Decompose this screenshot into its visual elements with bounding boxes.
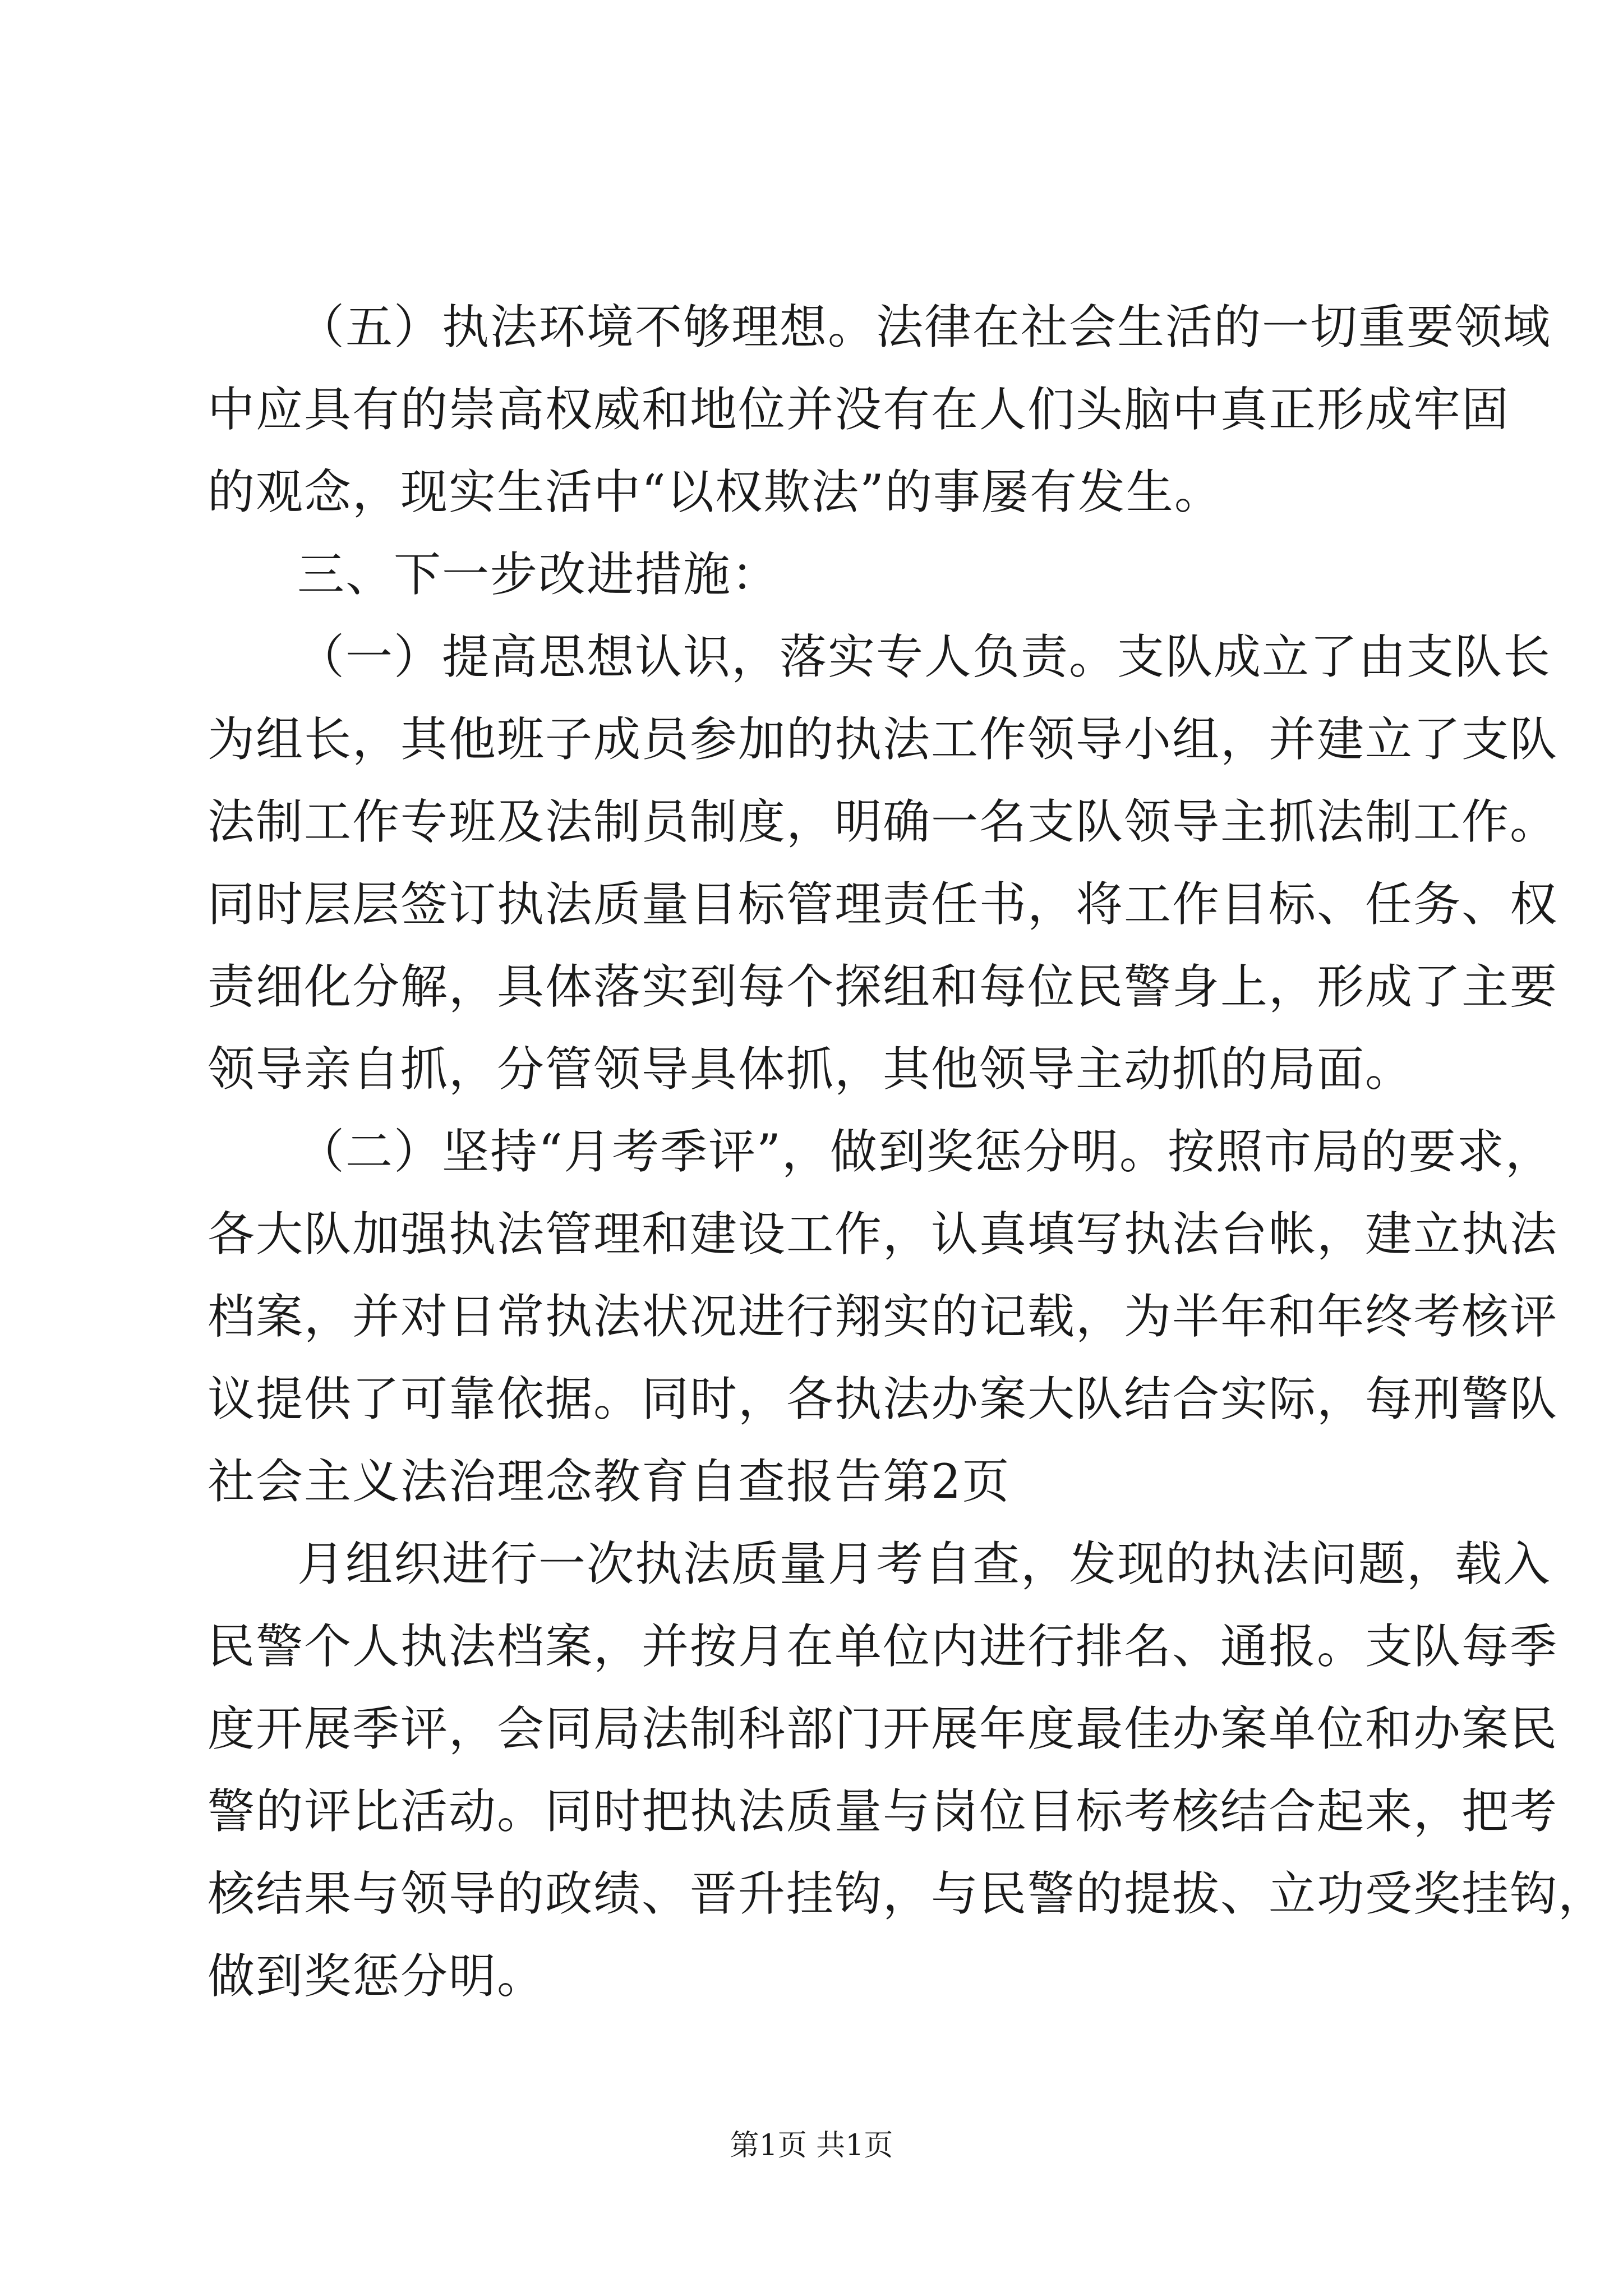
body-line: 法制工作专班及法制员制度，明确一名支队领导主抓法制工作。 xyxy=(208,794,1559,849)
body-line: 中应具有的崇高权威和地位并没有在人们头脑中真正形成牢固 xyxy=(208,382,1510,437)
body-line: （一）提高思想认识，落实专人负责。支队成立了由支队长 xyxy=(297,629,1552,684)
body-line: （五）执法环境不够理想。法律在社会生活的一切重要领域 xyxy=(297,300,1552,355)
body-line: 社会主义法治理念教育自查报告第2页 xyxy=(208,1454,1011,1509)
page-footer: 第1页 共1页 xyxy=(730,2129,893,2162)
body-line: 核结果与领导的政绩、晋升挂钩，与民警的提拔、立功受奖挂钩， xyxy=(208,1866,1607,1921)
body-line: （二）坚持“月考季评”，做到奖惩分明。按照市局的要求， xyxy=(297,1124,1553,1179)
body-line: 档案，并对日常执法状况进行翔实的记载，为半年和年终考核评 xyxy=(208,1289,1559,1344)
body-line: 为组长，其他班子成员参加的执法工作领导小组，并建立了支队 xyxy=(208,712,1559,767)
body-line: 责细化分解，具体落实到每个探组和每位民警身上，形成了主要 xyxy=(208,959,1559,1014)
body-line: 同时层层签订执法质量目标管理责任书，将工作目标、任务、权 xyxy=(208,877,1559,932)
body-line: 警的评比活动。同时把执法质量与岗位目标考核结合起来，把考 xyxy=(208,1784,1559,1839)
body-line: 议提供了可靠依据。同时，各执法办案大队结合实际，每刑警队 xyxy=(208,1372,1559,1427)
body-line: 的观念，现实生活中“以权欺法”的事屡有发生。 xyxy=(208,464,1223,519)
body-line: 度开展季评，会同局法制科部门开展年度最佳办案单位和办案民 xyxy=(208,1701,1559,1756)
body-line: 各大队加强执法管理和建设工作，认真填写执法台帐，建立执法 xyxy=(208,1207,1559,1262)
section-heading: 三、下一步改进措施： xyxy=(297,547,780,602)
body-line: 月组织进行一次执法质量月考自查，发现的执法问题，载入 xyxy=(297,1536,1552,1591)
body-line: 做到奖惩分明。 xyxy=(208,1949,546,2004)
body-line: 民警个人执法档案，并按月在单位内进行排名、通报。支队每季 xyxy=(208,1619,1559,1674)
body-line: 领导亲自抓，分管领导具体抓，其他领导主动抓的局面。 xyxy=(208,1042,1414,1097)
